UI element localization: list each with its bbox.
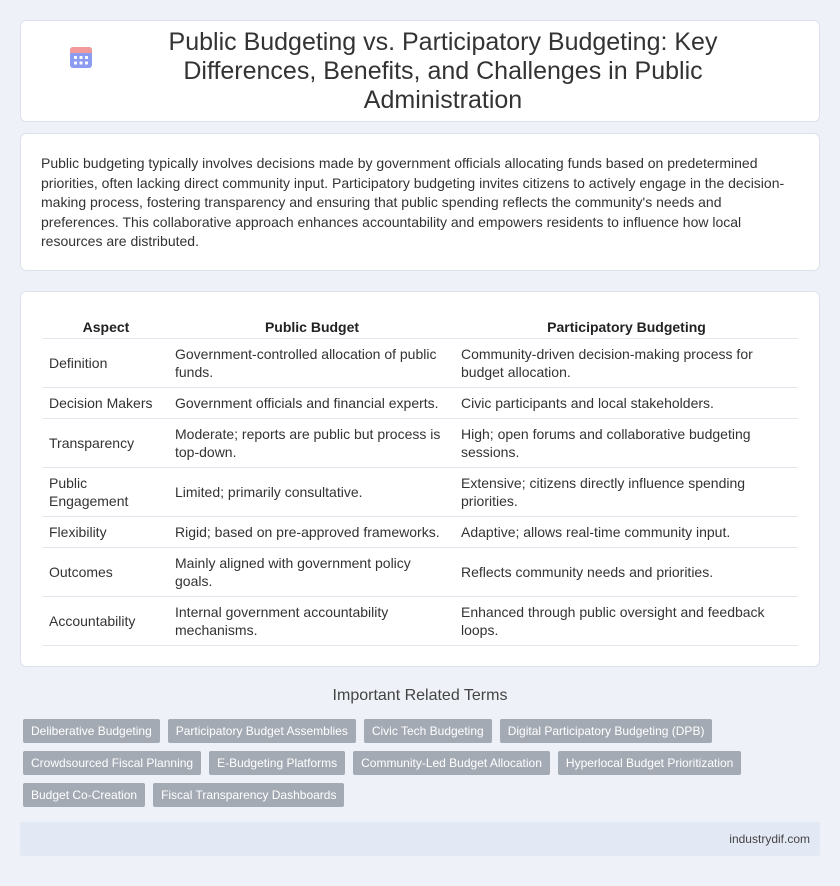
participatory-cell: Community-driven decision-making process for budget allocation. bbox=[455, 338, 798, 387]
related-term-tag[interactable]: Digital Participatory Budgeting (DPB) bbox=[500, 719, 713, 743]
aspect-cell: Decision Makers bbox=[43, 387, 169, 418]
public-budget-cell: Government officials and financial experts. bbox=[169, 387, 455, 418]
public-budget-cell: Government-controlled allocation of public funds. bbox=[169, 338, 455, 387]
header-card bbox=[20, 20, 820, 122]
participatory-cell: Extensive; citizens directly influence spending priorities. bbox=[455, 467, 798, 516]
table-row bbox=[43, 467, 798, 516]
participatory-cell: Enhanced through public oversight and feedback loops. bbox=[455, 596, 798, 645]
public-budget-cell: Moderate; reports are public but process is top-down. bbox=[169, 418, 455, 467]
related-term-tag[interactable]: Community-Led Budget Allocation bbox=[353, 751, 550, 775]
footer bbox=[20, 822, 820, 856]
aspect-cell: Outcomes bbox=[43, 547, 169, 596]
table-row bbox=[43, 516, 798, 547]
comparison-table bbox=[43, 314, 798, 646]
comparison-card bbox=[20, 291, 820, 667]
aspect-cell: Public Engagement bbox=[43, 467, 169, 516]
header-public-budget: Public Budget bbox=[169, 314, 455, 338]
calendar-icon bbox=[67, 43, 95, 71]
aspect-cell: Accountability bbox=[43, 596, 169, 645]
related-term-tag[interactable]: Budget Co-Creation bbox=[23, 783, 145, 807]
participatory-cell: Reflects community needs and priorities. bbox=[455, 547, 798, 596]
related-terms-heading: Important Related Terms bbox=[332, 687, 508, 704]
related-term-tag[interactable]: Deliberative Budgeting bbox=[23, 719, 160, 743]
header-aspect: Aspect bbox=[43, 314, 169, 338]
title-wrap bbox=[21, 21, 819, 121]
footer-site-link[interactable]: industrydif.com bbox=[729, 832, 810, 846]
participatory-cell: High; open forums and collaborative budgeting sessions. bbox=[455, 418, 798, 467]
public-budget-cell: Rigid; based on pre-approved frameworks. bbox=[169, 516, 455, 547]
table-header-row bbox=[43, 314, 798, 338]
intro-card bbox=[20, 133, 820, 271]
related-term-tag[interactable]: Participatory Budget Assemblies bbox=[168, 719, 356, 743]
public-budget-cell: Limited; primarily consultative. bbox=[169, 467, 455, 516]
table-row bbox=[43, 387, 798, 418]
participatory-cell: Civic participants and local stakeholders. bbox=[455, 387, 798, 418]
related-terms-list bbox=[23, 719, 823, 807]
page-title: Public Budgeting vs. Participatory Budgeting: Key Differences, Benefits, and Challenges in Public Administration bbox=[168, 27, 718, 114]
table-row bbox=[43, 418, 798, 467]
related-term-tag[interactable]: Hyperlocal Budget Prioritization bbox=[558, 751, 741, 775]
intro-paragraph: Public budgeting typically involves decisions made by government officials allocating funds based on predetermined priorities, often lacking direct community input. Participatory budgeting invites citizens to actively engage in the decision-making process, fostering transparency and ensuring that public spending reflects the community's needs and preferences. This collaborative approach enhances accountability and empowers residents to influence how local resources are distributed. bbox=[41, 155, 785, 250]
related-term-tag[interactable]: E-Budgeting Platforms bbox=[209, 751, 345, 775]
related-term-tag[interactable]: Civic Tech Budgeting bbox=[364, 719, 492, 743]
related-term-tag[interactable]: Crowdsourced Fiscal Planning bbox=[23, 751, 201, 775]
header-participatory-budgeting: Participatory Budgeting bbox=[455, 314, 798, 338]
aspect-cell: Flexibility bbox=[43, 516, 169, 547]
participatory-cell: Adaptive; allows real-time community input. bbox=[455, 516, 798, 547]
public-budget-cell: Mainly aligned with government policy goals. bbox=[169, 547, 455, 596]
table-row bbox=[43, 596, 798, 645]
related-term-tag[interactable]: Fiscal Transparency Dashboards bbox=[153, 783, 344, 807]
aspect-cell: Transparency bbox=[43, 418, 169, 467]
aspect-cell: Definition bbox=[43, 338, 169, 387]
table-row bbox=[43, 547, 798, 596]
public-budget-cell: Internal government accountability mechanisms. bbox=[169, 596, 455, 645]
table-row bbox=[43, 338, 798, 387]
